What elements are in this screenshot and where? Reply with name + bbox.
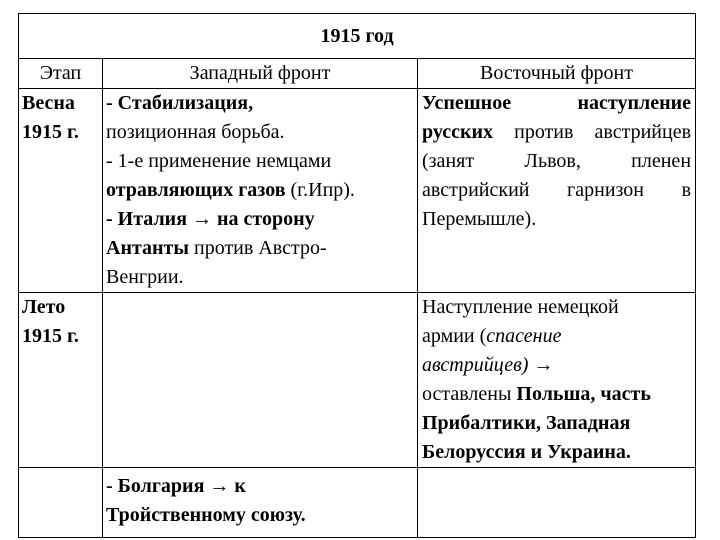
west-spring-item3-line1: - Италия → на сторону	[106, 208, 315, 230]
title-row	[19, 14, 696, 59]
east-summer-line1: Наступление немецкой	[422, 296, 619, 318]
western-front-spring	[103, 89, 418, 293]
entente-text: Антанты	[106, 237, 189, 259]
west-spring-item1-line2: позиционная борьба.	[106, 121, 285, 143]
stage-summer-line1: Лето	[22, 296, 66, 318]
poland-text: Польша, часть	[516, 383, 651, 405]
west-spring-item3-line3: Венгрии.	[106, 266, 184, 288]
stage-autumn	[19, 468, 103, 538]
eastern-front-autumn	[418, 468, 696, 538]
western-front-autumn	[103, 468, 418, 538]
row-autumn	[19, 468, 696, 538]
west-spring-item1-bold: - Стабилизация,	[106, 92, 254, 114]
west-spring-item2-line2	[106, 176, 413, 205]
west-spring-item2-line1: - 1-е применение немцами	[106, 150, 332, 172]
table-title: 1915 год	[19, 14, 696, 59]
stage-spring-line2: 1915 г.	[22, 121, 79, 143]
row-summer	[19, 293, 696, 468]
stage-spring	[19, 89, 103, 293]
stage-summer-line2: 1915 г.	[22, 325, 79, 347]
lvov-text: против австрийцев (занят Львов, пленен австрийский гарнизон в Перемышле).	[422, 121, 692, 230]
header-row	[19, 59, 696, 89]
west-autumn-line1: - Болгария → к	[106, 475, 246, 497]
rescue-text: спасение	[486, 325, 562, 347]
stage-spring-line1: Весна	[22, 92, 75, 114]
header-eastern-front: Восточный фронт	[418, 59, 696, 89]
east-summer-line5: Прибалтики, Западная	[422, 412, 631, 434]
austrians-text: австрийцев)	[422, 354, 529, 376]
east-summer-line4	[422, 380, 691, 409]
army-text: армии (	[422, 325, 487, 347]
row-spring	[19, 89, 696, 293]
east-summer-line3	[422, 351, 691, 380]
abandoned-text: оставлены	[422, 383, 517, 405]
header-stage: Этап	[19, 59, 103, 89]
east-summer-line6: Белоруссия и Украина.	[422, 441, 631, 463]
arrow-text: →	[528, 354, 554, 376]
western-front-summer	[103, 293, 418, 468]
events-1915-table	[18, 13, 696, 538]
west-spring-item3-line2	[106, 234, 413, 263]
eastern-front-spring	[418, 89, 696, 293]
poison-gas-text: отравляющих газов	[106, 179, 286, 201]
header-western-front: Западный фронт	[103, 59, 418, 89]
against-austria-text: против Австро-	[189, 237, 327, 259]
russian-offensive-text: Успешное наступление русских	[422, 92, 692, 143]
ypres-text: (г.Ипр).	[285, 179, 355, 201]
stage-summer	[19, 293, 103, 468]
west-autumn-line2: Тройственному союзу.	[106, 504, 306, 526]
east-summer-line2	[422, 322, 691, 351]
eastern-front-summer	[418, 293, 696, 468]
